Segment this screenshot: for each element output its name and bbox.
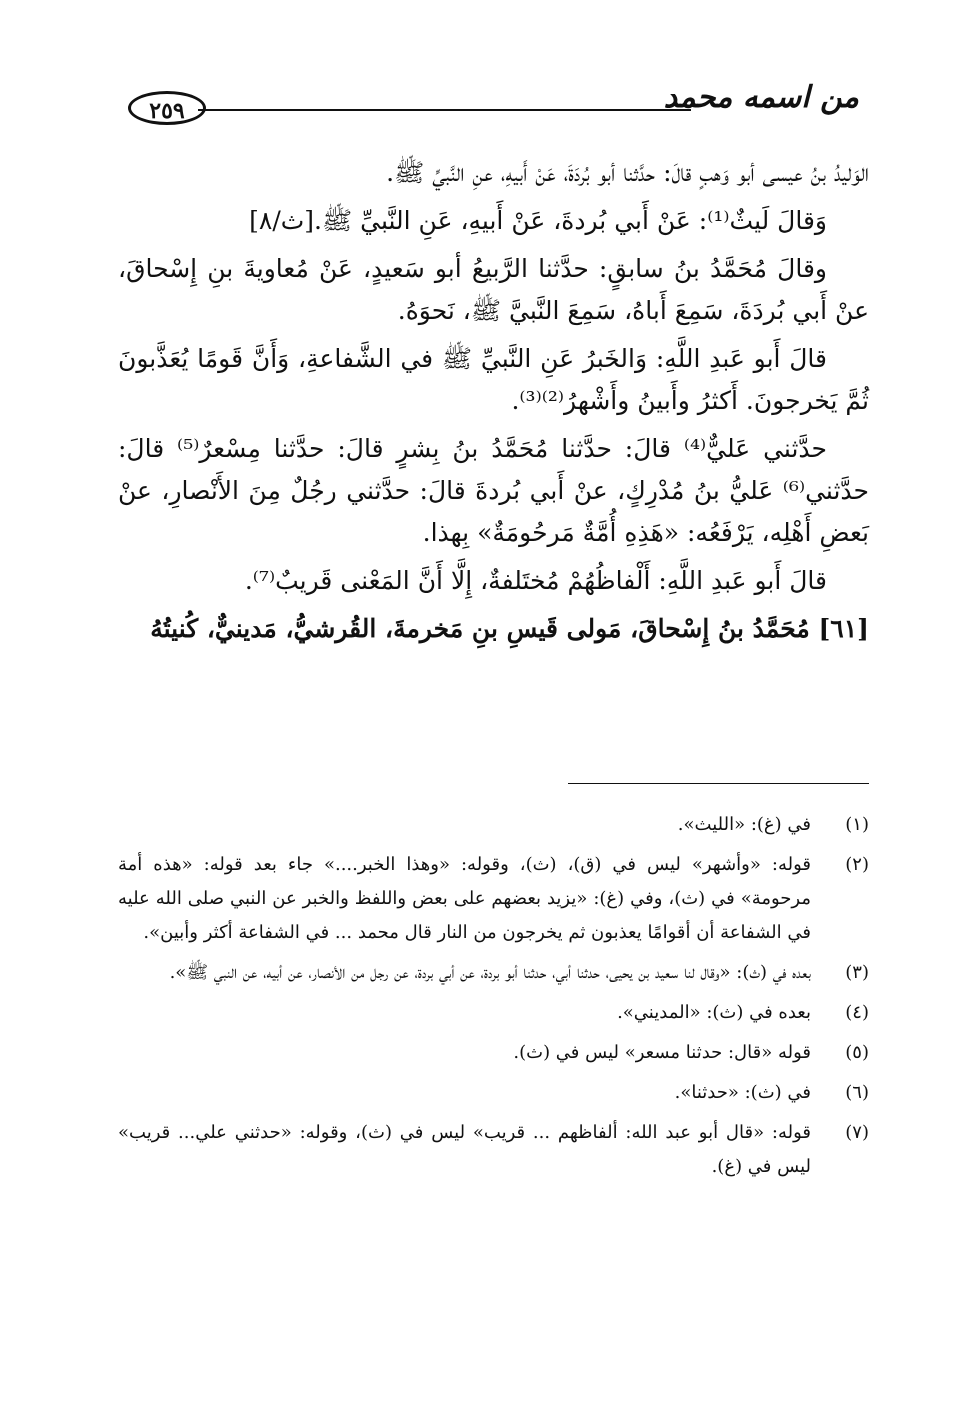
footnote-text: في (ث): «حدثنا». <box>674 1082 811 1103</box>
footnote-number: (٤) <box>845 1002 869 1023</box>
footnote <box>118 808 869 842</box>
footnote-number: (٦) <box>845 1082 869 1103</box>
footnote <box>118 1036 869 1070</box>
entry-heading: [٦١] مُحَمَّدُ بنُ إِسْحاقَ، مَولى قَيسِ بنِ مَخرمةَ، القُرشيُّ، مَدينيٌّ، كُنيتُهُ <box>150 614 869 643</box>
paragraph: وقالَ مُحَمَّدُ بنُ سابقٍ: حدَّثنا الرَّبيعُ أبو سَعيدٍ، عَنْ مُعاويةَ بنِ إِسْحاقَ، عنْ أَبي بُردَةَ، سَمِعَ أَباهُ، سَمِعَ النَّبيَّ ﷺ، نَحوَهُ. <box>118 254 869 325</box>
footnote <box>118 956 869 990</box>
footnote <box>118 996 869 1030</box>
footnote <box>118 1116 869 1184</box>
footnote-separator <box>568 783 869 784</box>
paragraph: الوَليدُ بنُ عيسى أبو وَهبٍ قالَ: حدَّثنا أبو بُردَةَ، عَنْ أَبيهِ، عنِ النَّبيِّ ﷺ. <box>386 158 869 187</box>
footnote <box>118 1076 869 1110</box>
footnote-text: بعده في (ث): «المديني». <box>617 1002 811 1023</box>
footnote-number: (٥) <box>845 1042 869 1063</box>
main-text <box>118 152 869 656</box>
footnote-number: (٢) <box>845 854 869 875</box>
footnote-number: (١) <box>845 814 869 835</box>
paragraph: وَقالَ لَيثٌ⁽¹⁾: عَنْ أَبي بُردةَ، عَنْ أَبيهِ، عَنِ النَّبيِّ ﷺ.[ث/٨] <box>249 206 827 235</box>
footnote-text: بعده في (ث): «وقال لنا سعيد بن يحيى، حدثنا أبي، حدثنا أبو بردة، عن أبي بردة، عن رجل من الأنصار، عن أبيه، عن النبي ﷺ». <box>169 962 811 983</box>
paragraph: قالَ أَبو عَبدِ اللَّهِ: أَلْفاظُهُمْ مُختَلفةٌ، إِلَّا أَنَّ المَعْنى قَريبٌ⁽⁷⁾. <box>244 566 827 595</box>
page-header <box>128 78 859 128</box>
footnote-number: (٧) <box>845 1122 869 1143</box>
paragraph: حدَّثني عَليٌّ⁽⁴⁾ قالَ: حدَّثنا مُحَمَّدُ بنُ بِشرٍ قالَ: حدَّثنا مِسْعرٌ⁽⁵⁾ قالَ: حدَّثني⁽⁶⁾ عَليُّ بنُ مُدْرِكٍ، عنْ أَبي بُردةَ قالَ: حدَّثني رجُلٌ مِنَ الأَنْصارِ، عنْ بَعضِ أَهْلِه، يَرْفَعُه: «هَذِهِ أُمَّةٌ مَرحُومَةٌ» بِهذا. <box>118 434 869 547</box>
footnote-text: قوله: «قال أبو عبد الله: ألفاظهم ... قريب» ليس في (ث)، وقوله: «حدثني علي... قريب» ليس في (غ). <box>118 1122 812 1177</box>
footnote-text: في (غ): «الليث». <box>677 814 811 835</box>
footnotes <box>118 808 869 1190</box>
paragraph: قالَ أَبو عَبدِ اللَّهِ: وَالخَبرُ عَنِ النَّبيِّ ﷺ في الشَّفاعةِ، وَأَنَّ قَومًا يُعَذَّبونَ ثُمَّ يَخرجونَ. أَكثرُ وأَبينُ وأَشْهرُ⁽²⁾⁽³⁾. <box>118 344 869 415</box>
footnote <box>118 848 869 950</box>
running-head: من اسمه محمد <box>663 80 859 115</box>
page-number: ٢٥٩ <box>128 91 206 125</box>
footnote-number: (٣) <box>845 962 869 983</box>
header-rule <box>198 109 691 111</box>
footnote-text: قوله: «وأشهر» ليس في (ق)، (ث)، وقوله: «وهذا الخبر....» جاء بعد قوله: «هذه أمة مرحومة» في (ث)، وفي (غ): «يزيد بعضهم على بعض واللفظ والخبر عن النبي صلى الله عليه في الشفاعة أن أقوامًا يعذبون ثم يخرجون من النار قال محمد ... في الشفاعة أكثر وأبين». <box>118 854 811 943</box>
footnote-text: قوله «قال: حدثنا مسعر» ليس في (ث). <box>513 1042 811 1063</box>
